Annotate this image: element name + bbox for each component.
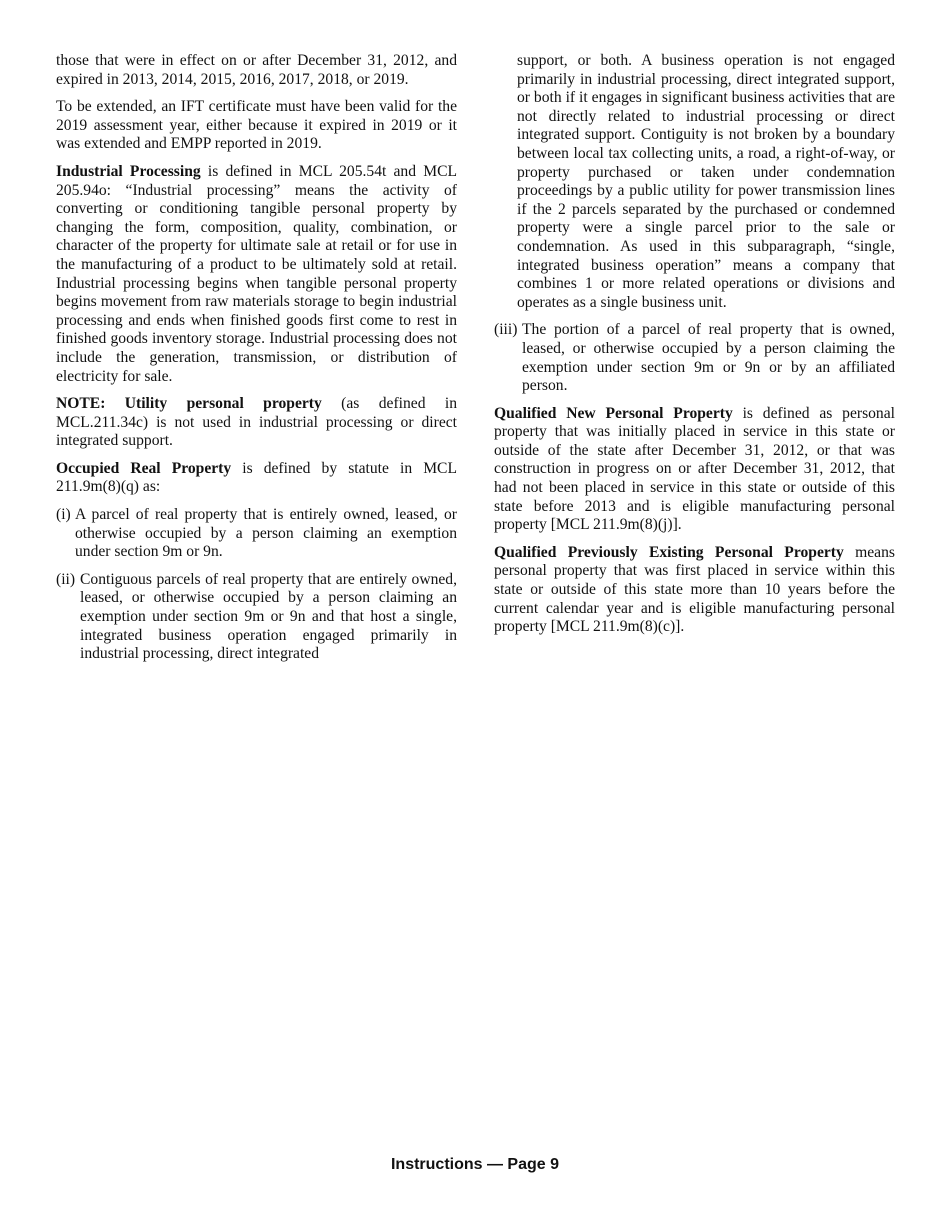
list-item-i — [56, 506, 457, 562]
list-marker-i: (i) — [56, 506, 71, 524]
list-marker-ii: (ii) — [56, 570, 76, 588]
definition-qualified-new-personal-property: is defined as personal property that was initially placed in service in this state or outside of the state after December 31, 2012, or that was construction in progress on or after December 31, 2012, that had not been placed in service in this state or outside of this state before 2013 and is eligible manufacturing personal property [MCL 211.9m(8)(j)]. — [494, 404, 895, 534]
list-text-iii: The portion of a parcel of real property that is owned, leased, or otherwise occupied by a person claiming the exemption under section 9m or 9n or by an affiliated person. — [522, 321, 895, 395]
definition-qualified-previously-existing: means personal property that was first placed in service within this state or outside of this state more than 10 years before the current calendar year and is eligible manufacturing personal property [MCL 211.9m(8)(c)]. — [494, 543, 895, 636]
list-text-ii: Contiguous parcels of real property that are entirely owned, leased, or otherwise occupied by a person claiming an exemption under section 9m or 9n and that host a single, integrated business operation engaged primarily in industrial processing, direct integrated — [80, 570, 457, 663]
definition-note-utility: (as defined in MCL.211.34c) is not used in industrial processing or direct integrated support. — [56, 395, 457, 450]
term-occupied-real-property: Occupied Real Property — [56, 459, 232, 477]
paragraph-ift-extension: To be extended, an IFT certificate must have been valid for the 2019 assessment year, either because it expired in 2019 or it was extended and EMPP reported in 2019. — [56, 98, 457, 153]
left-column — [56, 52, 457, 673]
paragraph-occupied-real-property — [56, 460, 457, 497]
definition-industrial-processing: is defined in MCL 205.54t and MCL 205.94o: “Industrial processing” means the activity of converting or conditioning tangible personal property by changing the form, composition, quality, combination, or character of the property for ultimate sale at retail or for use in the manufacturing of a product to be ultimately sold at retail. Industrial processing begins when tangible personal property begins movement from raw materials storage to begin industrial processing and ends when finished goods first come to rest in finished goods inventory storage. Industrial processing does not include the generation, transmission, or distribution of electricity for sale. — [56, 162, 458, 385]
paragraph-note-utility — [56, 395, 457, 451]
right-column — [494, 52, 895, 646]
term-qualified-new-personal-property: Qualified New Personal Property — [494, 404, 733, 422]
list-item-iii — [494, 321, 895, 395]
list-marker-iii: (iii) — [494, 321, 518, 339]
paragraph-industrial-processing — [56, 163, 457, 386]
term-note-utility: NOTE: Utility personal property — [56, 395, 322, 413]
list-text-i: A parcel of real property that is entirely owned, leased, or otherwise occupied by a person claiming an exemption under section 9m or 9n. — [75, 506, 457, 561]
term-industrial-processing: Industrial Processing — [56, 162, 201, 180]
definition-occupied-real-property: is defined by statute in MCL 211.9m(8)(q) as: — [56, 459, 457, 496]
term-qualified-previously-existing: Qualified Previously Existing Personal Property — [494, 543, 844, 561]
list-item-ii — [56, 571, 457, 664]
page-footer: Instructions — Page 9 — [390, 1156, 560, 1173]
paragraph-qualified-new-personal-property — [494, 405, 895, 535]
list-text-ii-continued: support, or both. A business operation is not engaged primarily in industrial processing, direct integrated support, or both if it engages in significant business activities that are not directly related to industrial processing or direct integrated support. Contiguity is not broken by a boundary between local tax collecting units, a road, a right-of-way, or property purchased or taken under condemnation proceedings by a public utility for power transmission lines if the 2 parcels separated by the purchased or condemned property were a single parcel prior to the sale or condemnation. As used in this subparagraph, “single, integrated business operation” means a company that combines 1 or more related operations or divisions and operates as a single business unit. — [517, 52, 895, 311]
paragraph-qualified-previously-existing — [494, 544, 895, 637]
paragraph-ift-expiry: those that were in effect on or after December 31, 2012, and expired in 2013, 2014, 2015, 2016, 2017, 2018, or 2019. — [56, 52, 457, 88]
